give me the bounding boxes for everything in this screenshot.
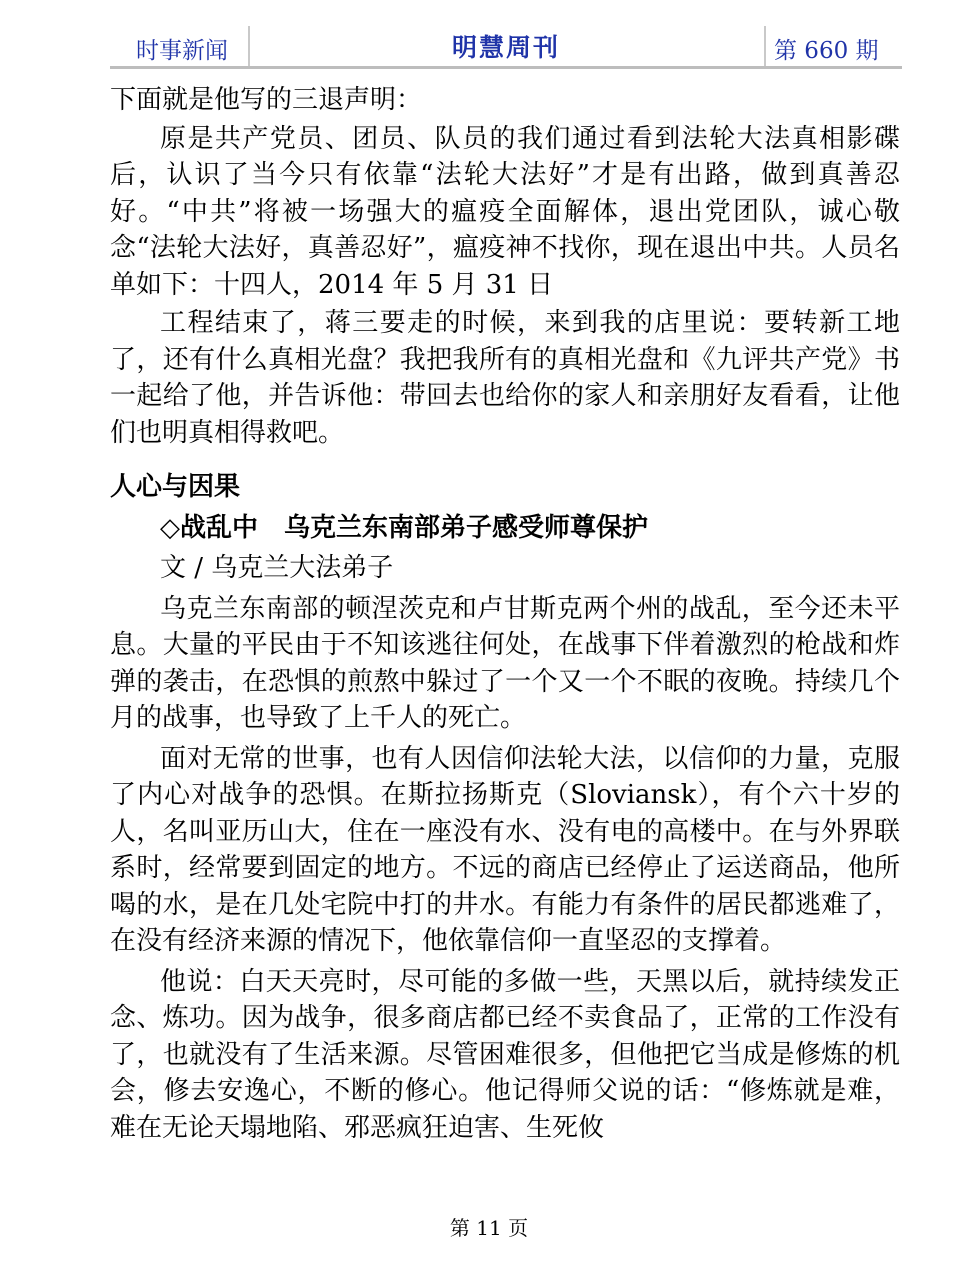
paragraph: 他说：白天天亮时，尽可能的多做一些，天黑以后，就持续发正念、炼功。因为战争，很多商店都已经不卖食品了，正常的工作没有了，也就没有了生活来源。尽管困难很多，但他把它当成是修炼的机会，修去安逸心，不断的修心。他记得师父说的话：“修炼就是难，难在无论天塌地陷、邪恶疯狂迫害、生死攸 xyxy=(110,966,900,1143)
header-issue-label: 第 660 期 xyxy=(774,38,879,64)
header-divider xyxy=(110,66,902,69)
article-title: ◇战乱中 乌克兰东南部弟子感受师尊保护 xyxy=(160,512,648,543)
paragraph: 乌克兰东南部的顿涅茨克和卢甘斯克两个州的战乱，至今还未平息。大量的平民由于不知该逃往何处，在战事下伴着激烈的枪战和炸弹的袭击，在恐惧的煎熬中躲过了一个又一个不眠的夜晚。持续几个月的战事，也导致了上千人的死亡。 xyxy=(110,593,900,733)
article-body xyxy=(110,82,900,1146)
header-publication-title: 明慧周刊 xyxy=(451,33,560,62)
section-heading: 人心与因果 xyxy=(110,472,241,502)
page-number: 第 11 页 xyxy=(449,1216,529,1240)
header-issue-box xyxy=(764,26,902,66)
paragraph: 原是共产党员、团员、队员的我们通过看到法轮大法真相影碟后，认识了当今只有依靠“法轮大法好”才是有出路，做到真善忍好。“中共”将被一场强大的瘟疫全面解体，退出党团队，诚心敬念“法轮大法好，真善忍好”，瘟疫神不找你，现在退出中共。人员名单如下：十四人，2014 年 5 月 31 日 xyxy=(110,123,900,300)
paragraph: 下面就是他写的三退声明： xyxy=(110,85,423,115)
paragraph: 工程结束了，蒋三要走的时候，来到我的店里说：要转新工地了，还有什么真相光盘？我把我所有的真相光盘和《九评共产党》书一起给了他，并告诉他：带回去也给你的家人和亲朋好友看看，让他们也明真相得救吧。 xyxy=(110,308,900,448)
paragraph: 面对无常的世事，也有人因信仰法轮大法，以信仰的力量，克服了内心对战争的恐惧。在斯拉扬斯克（Sloviansk），有个六十岁的人，名叫亚历山大，住在一座没有水、没有电的高楼中。在与外界联系时，经常要到固定的地方。不远的商店已经停止了运送商品，他所喝的水，是在几处宅院中打的井水。有能力有条件的居民都逃难了，在没有经济来源的情况下，他依靠信仰一直坚忍的支撑着。 xyxy=(110,743,900,956)
page-header xyxy=(110,26,902,68)
header-section-label: 时事新闻 xyxy=(136,38,228,64)
article-byline: 文 / 乌克兰大法弟子 xyxy=(160,553,394,583)
